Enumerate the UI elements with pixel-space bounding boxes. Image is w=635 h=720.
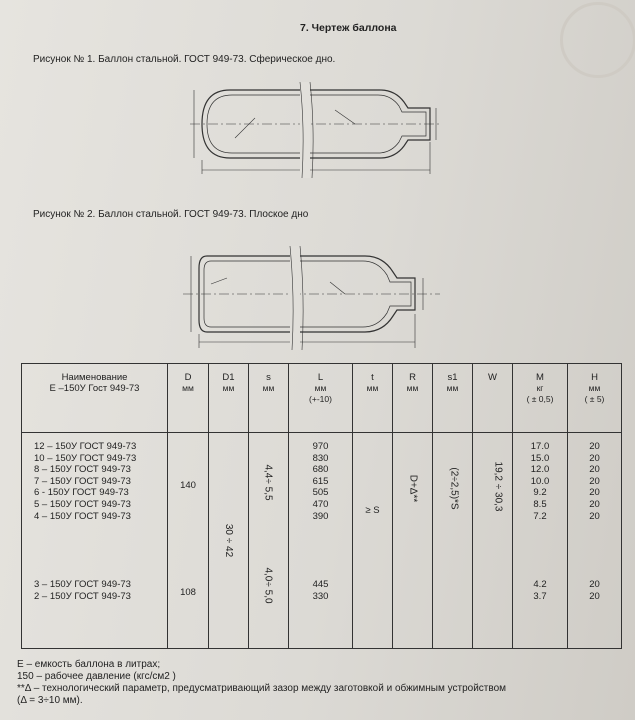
header-name <box>22 364 168 433</box>
L-cell: 680 <box>312 464 329 476</box>
H-cell: 20 <box>589 590 600 602</box>
H-cell: 20 <box>589 441 600 452</box>
H-column <box>568 433 622 649</box>
header-D1: D1 мм <box>209 364 249 433</box>
s1-column <box>433 433 473 649</box>
M-column <box>513 433 568 649</box>
s1-value: (2÷2,5)*S <box>448 467 460 510</box>
stamp-mark <box>560 2 635 78</box>
footnote-line: **Δ – технологический параметр, предусматривающий зазор между заготовкой и обжимным устройством <box>17 683 507 694</box>
figure2-drawing <box>165 238 465 360</box>
figure1-drawing <box>180 78 450 188</box>
W-column <box>473 433 513 649</box>
header-D: D мм <box>168 364 209 433</box>
W-value: 19,2 ÷ 30,3 <box>492 461 504 512</box>
header-s: s мм <box>249 364 289 433</box>
list-item: 6 - 150У ГОСТ 949-73 <box>34 487 129 499</box>
s-column <box>249 433 289 649</box>
figure1-caption: Рисунок № 1. Баллон стальной. ГОСТ 949-73. Сферическое дно. <box>33 54 336 65</box>
H-cell: 20 <box>589 498 600 510</box>
header-W: W <box>473 364 513 433</box>
D-value-group2: 108 <box>180 587 196 598</box>
L-cell: 615 <box>312 475 329 487</box>
M-cell: 3.7 <box>533 590 547 602</box>
D1-value: 30 ÷ 42 <box>222 523 234 558</box>
list-item: 4 – 150У ГОСТ 949-73 <box>34 510 131 522</box>
L-cell: 970 <box>312 441 329 452</box>
list-item: 3 – 150У ГОСТ 949-73 <box>34 579 131 591</box>
M-cell: 8.5 <box>533 498 547 510</box>
header-H: H мм ( ± 5) <box>568 364 622 433</box>
list-item: 10 – 150У ГОСТ 949-73 <box>34 452 137 464</box>
footnote-line: 150 – рабочее давление (кгс/см2 ) <box>17 671 176 682</box>
L-cell: 470 <box>312 498 329 510</box>
list-item: 8 – 150У ГОСТ 949-73 <box>34 464 131 476</box>
header-L: L мм (+-10) <box>289 364 353 433</box>
L-cell: 330 <box>312 590 329 602</box>
section-title: 7. Чертеж баллона <box>300 22 397 34</box>
L-cell: 830 <box>312 452 329 464</box>
M-cell: 4.2 <box>533 579 547 591</box>
D-value-group1: 140 <box>180 480 196 491</box>
figure2-caption: Рисунок № 2. Баллон стальной. ГОСТ 949-73. Плоское дно <box>33 209 309 220</box>
L-cell: 445 <box>312 579 329 591</box>
M-cell: 15.0 <box>530 452 550 464</box>
s-value-group2: 4,0÷ 5,0 <box>262 567 274 604</box>
list-item: 7 – 150У ГОСТ 949-73 <box>34 475 131 487</box>
spec-table <box>21 363 622 649</box>
L-cell: 505 <box>312 487 329 499</box>
header-t: t мм <box>353 364 393 433</box>
H-cell: 20 <box>589 452 600 464</box>
header-s1: s1 мм <box>433 364 473 433</box>
names-column <box>22 433 168 649</box>
footnote-line: (Δ = 3÷10 мм). <box>17 695 83 706</box>
L-cell: 390 <box>312 510 329 522</box>
t-value: ≥ S <box>365 505 380 516</box>
M-cell: 17.0 <box>530 441 550 452</box>
R-value: D+Δ** <box>407 474 418 503</box>
M-cell: 9.2 <box>533 487 547 499</box>
header-name-sub: Е –150У Гост 949-73 <box>49 383 140 394</box>
header-M: M кг ( ± 0,5) <box>513 364 568 433</box>
list-item: 12 – 150У ГОСТ 949-73 <box>34 441 137 452</box>
table-header-row <box>22 364 622 433</box>
H-cell: 20 <box>589 579 600 591</box>
footnotes <box>17 659 506 707</box>
s-value-group1: 4,4÷ 5,5 <box>262 464 274 501</box>
M-cell: 7.2 <box>533 510 547 522</box>
footnote-line: Е – емкость баллона в литрах; <box>17 659 161 670</box>
list-item: 5 – 150У ГОСТ 949-73 <box>34 498 131 510</box>
R-column <box>393 433 433 649</box>
header-name-label: Наименование <box>61 372 128 383</box>
L-column <box>289 433 353 649</box>
list-item: 2 – 150У ГОСТ 949-73 <box>34 590 131 602</box>
D1-column <box>209 433 249 649</box>
H-cell: 20 <box>589 464 600 476</box>
H-cell: 20 <box>589 475 600 487</box>
t-column <box>353 433 393 649</box>
M-cell: 12.0 <box>530 464 550 476</box>
D-column <box>168 433 209 649</box>
M-cell: 10.0 <box>530 475 550 487</box>
H-cell: 20 <box>589 510 600 522</box>
header-R: R мм <box>393 364 433 433</box>
H-cell: 20 <box>589 487 600 499</box>
table-body-row <box>22 433 622 649</box>
